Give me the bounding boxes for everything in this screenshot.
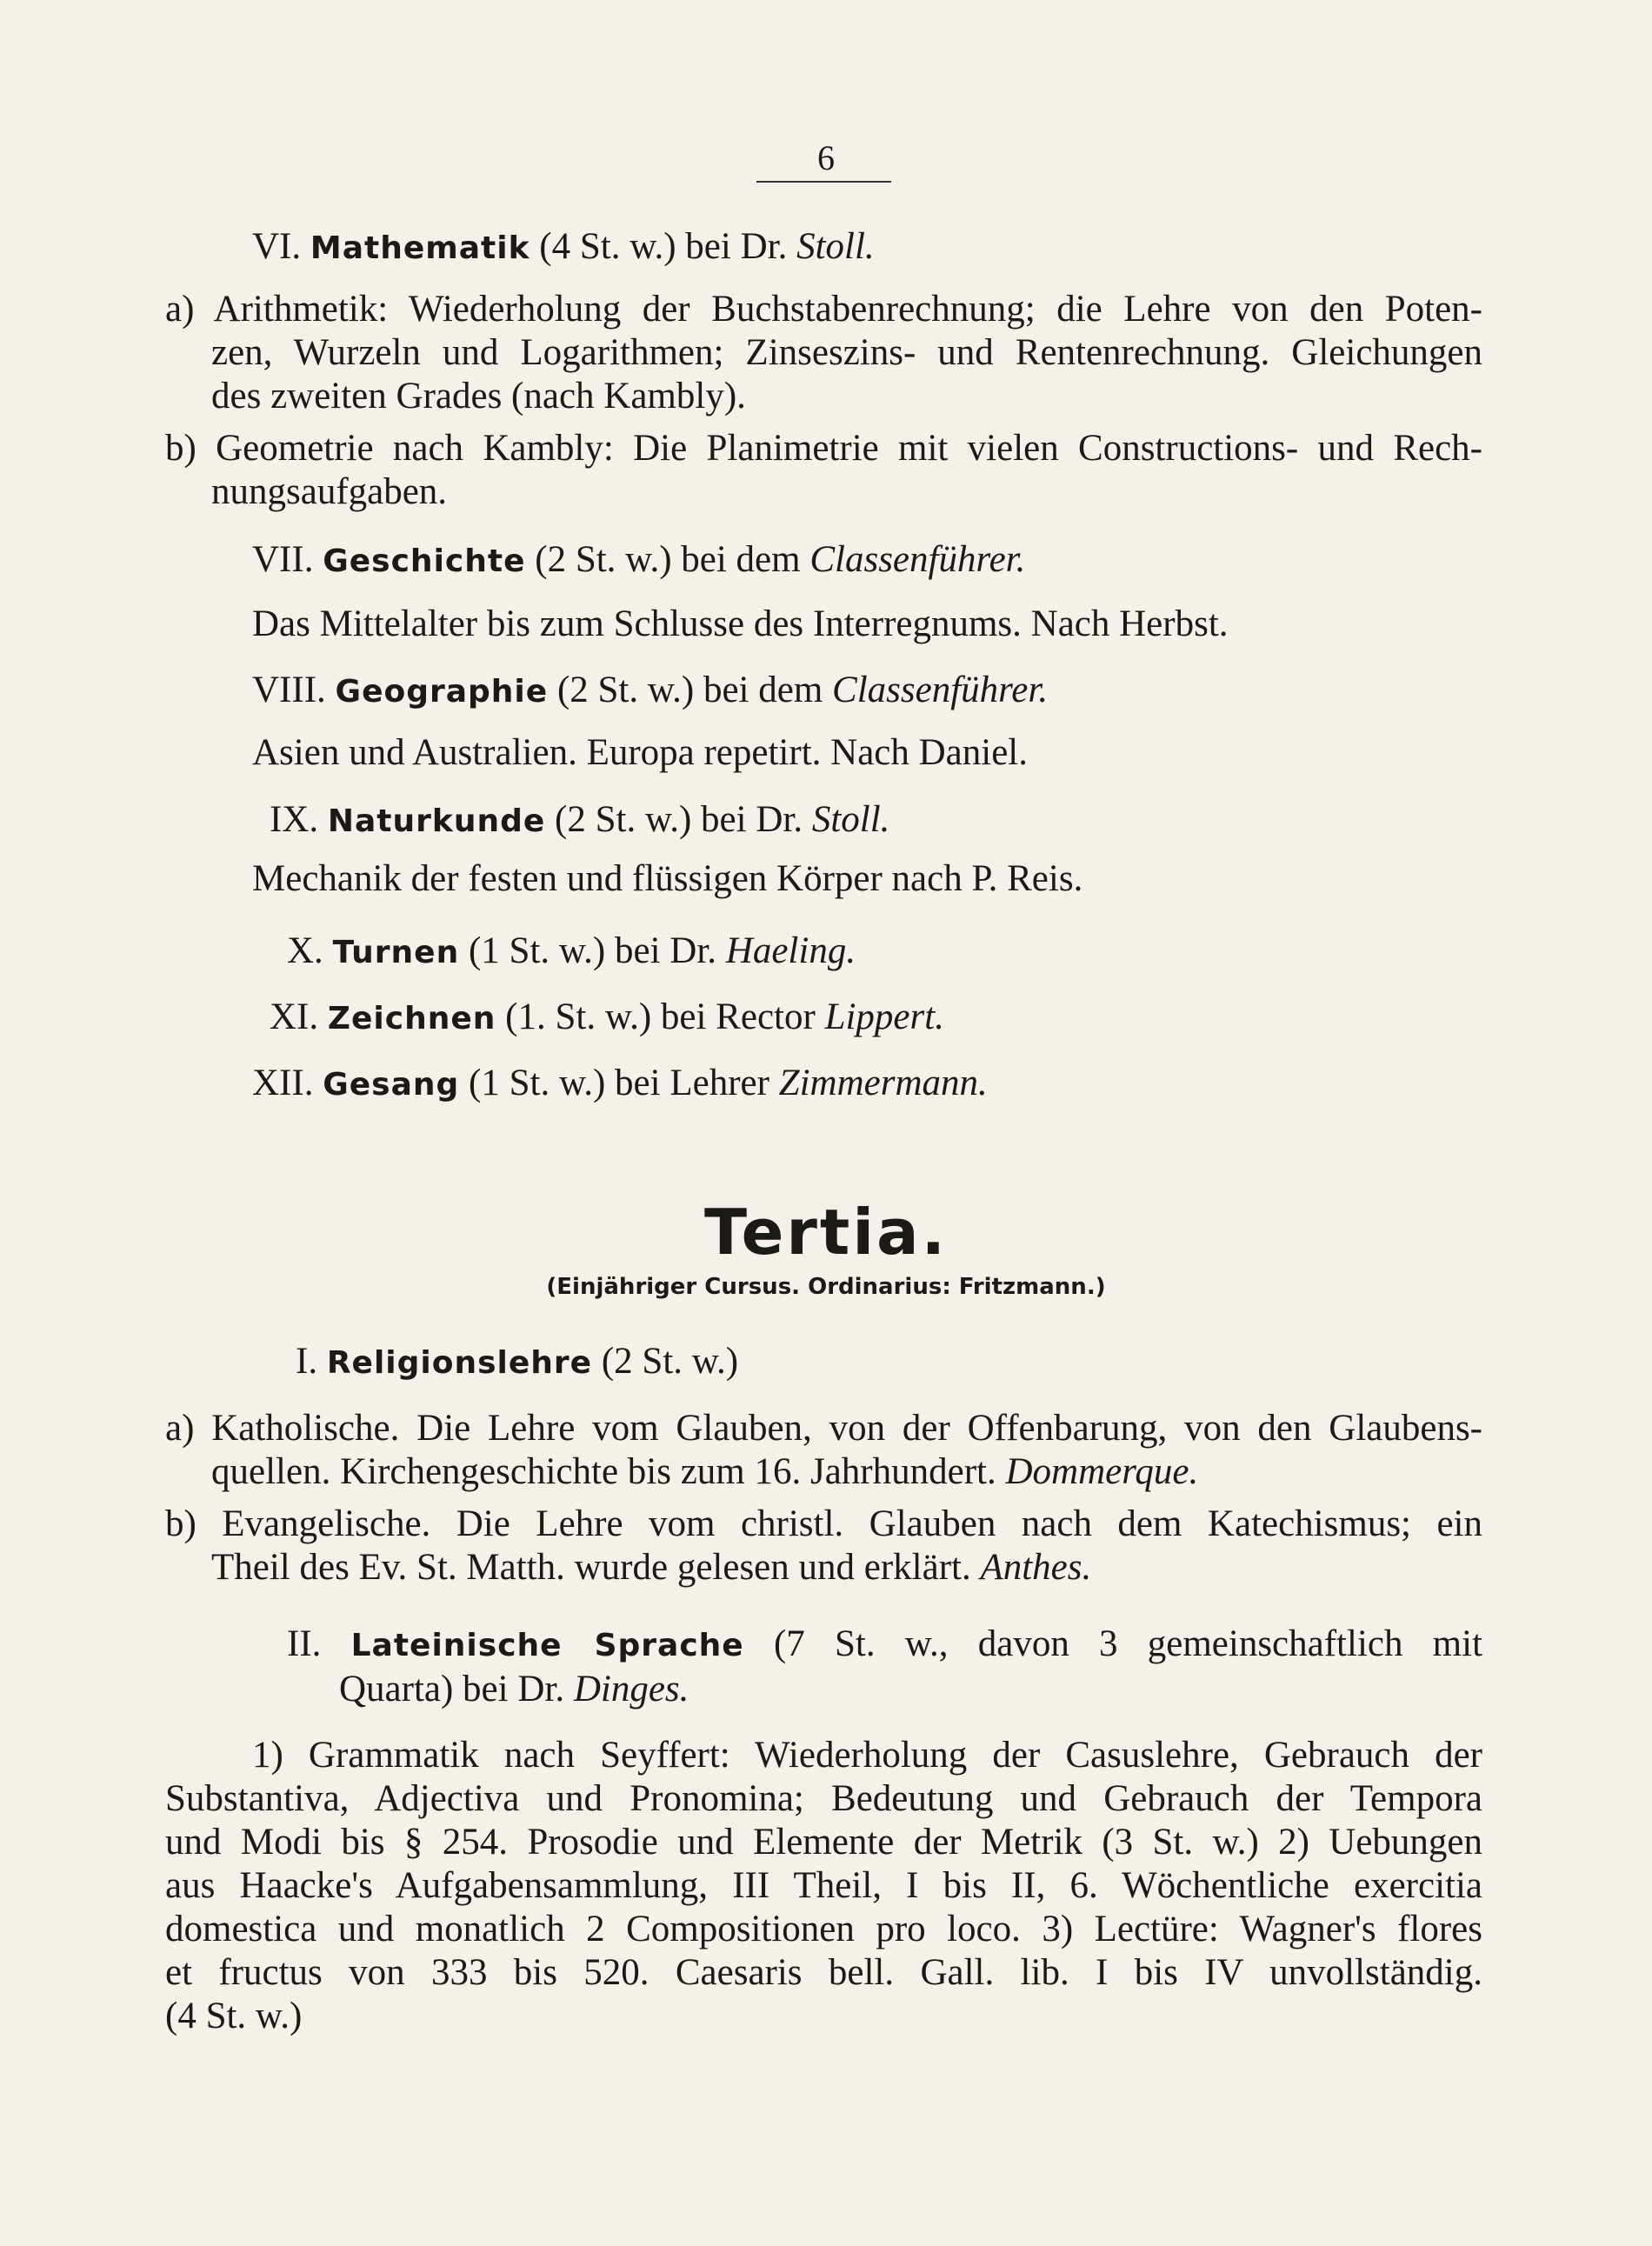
- section-number: X.: [287, 930, 323, 971]
- subject-name: Naturkunde: [327, 803, 546, 839]
- class-title: Tertia.: [704, 1196, 948, 1269]
- hours-info: (4 St. w.) bei Dr.: [539, 226, 788, 267]
- section-number: VII.: [252, 539, 314, 580]
- subject-name: Mathematik: [310, 230, 530, 266]
- teacher-name: Stoll.: [796, 226, 875, 267]
- teacher-name: Haeling.: [725, 930, 856, 971]
- page-number: 6: [817, 138, 835, 177]
- heading-turnen: [287, 929, 856, 976]
- paragraph-line: domestica und monatlich 2 Compositionen pro loco. 3) Lectüre: Wagner's flores: [165, 1909, 1482, 1949]
- heading-religionslehre: [296, 1339, 738, 1386]
- teacher-name: Classenführer.: [809, 539, 1026, 580]
- hours-info: (1. St. w.) bei Rector: [505, 996, 816, 1037]
- teacher-name: Classenführer.: [832, 670, 1049, 710]
- hours-info: (2 St. w.) bei Dr.: [555, 799, 803, 840]
- section-number: VI.: [252, 226, 302, 267]
- paragraph-line: Mechanik der festen und flüssigen Körper nach P. Reis.: [252, 858, 1083, 899]
- paragraph-line: et fructus von 333 bis 520. Caesaris bell. Gall. lib. I bis IV unvollständig.: [165, 1952, 1482, 1993]
- paragraph-line: Asien und Australien. Europa repetirt. Nach Daniel.: [252, 732, 1028, 773]
- section-number: IX.: [270, 799, 319, 840]
- heading-zeichnen: [270, 995, 944, 1042]
- paragraph-line: und Modi bis § 254. Prosodie und Elemente der Metrik (3 St. w.) 2) Uebungen: [165, 1822, 1482, 1863]
- paragraph-line: (4 St. w.): [165, 1996, 303, 2036]
- paragraph-line: aus Haacke's Aufgabensammlung, III Theil, I bis II, 6. Wöchentliche exercitia: [165, 1865, 1482, 1906]
- subject-name: Turnen: [332, 935, 460, 970]
- paragraph-line: zen, Wurzeln und Logarithmen; Zinseszins- und Rentenrechnung. Gleichungen: [211, 332, 1482, 373]
- hours-info: (1 St. w.) bei Dr.: [468, 930, 717, 971]
- teacher-name: Anthes.: [980, 1547, 1092, 1588]
- teacher-name: Zimmermann.: [778, 1063, 988, 1103]
- page-number-rule: [756, 181, 891, 183]
- paragraph-line: b) Evangelische. Die Lehre vom christl. Glauben nach dem Katechismus; ein: [165, 1503, 1482, 1544]
- hours-info: (7 St. w., davon 3 gemeinschaftlich mit: [773, 1623, 1483, 1664]
- hours-info: (2 St. w.): [601, 1341, 739, 1382]
- subject-name: Lateinische Sprache: [350, 1628, 744, 1663]
- subject-name: Religionslehre: [326, 1345, 593, 1381]
- paragraph-line: nungsaufgaben.: [211, 471, 448, 512]
- heading-lateinische-sprache: [287, 1622, 1482, 1669]
- subject-name: Geographie: [335, 674, 549, 710]
- paragraph-line: [339, 1667, 689, 1712]
- heading-naturkunde: [270, 797, 889, 844]
- heading-geographie: [252, 668, 1048, 715]
- class-subtitle: (Einjähriger Cursus. Ordinarius: Fritzmann.): [546, 1274, 1106, 1300]
- heading-gesang: [252, 1061, 988, 1108]
- line-text: Quarta) bei Dr.: [339, 1669, 565, 1709]
- subject-name: Gesang: [323, 1067, 460, 1103]
- paragraph-line: a) Arithmetik: Wiederholung der Buchstabenrechnung; die Lehre von den Poten-: [165, 289, 1482, 330]
- teacher-name: Dinges.: [573, 1669, 689, 1709]
- line-text: Theil des Ev. St. Matth. wurde gelesen und erklärt.: [211, 1547, 971, 1588]
- line-text: quellen. Kirchengeschichte bis zum 16. Jahrhundert.: [211, 1451, 996, 1492]
- hours-info: (2 St. w.) bei dem: [535, 539, 801, 580]
- paragraph-line: [211, 1545, 1091, 1590]
- paragraph-line: b) Geometrie nach Kambly: Die Planimetrie mit vielen Constructions- und Rech-: [165, 428, 1482, 469]
- paragraph-line: a) Katholische. Die Lehre vom Glauben, von der Offenbarung, von den Glaubens-: [165, 1408, 1482, 1449]
- section-number: XI.: [270, 996, 319, 1037]
- paragraph-line: [211, 1450, 1198, 1495]
- paragraph-line: 1) Grammatik nach Seyffert: Wiederholung der Casuslehre, Gebrauch der: [252, 1735, 1482, 1776]
- teacher-name: Stoll.: [811, 799, 890, 840]
- hours-info: (2 St. w.) bei dem: [556, 670, 823, 710]
- teacher-name: Dommerque.: [1005, 1451, 1199, 1492]
- paragraph-line: Substantiva, Adjectiva und Pronomina; Bedeutung und Gebrauch der Tempora: [165, 1778, 1482, 1819]
- hours-info: (1 St. w.) bei Lehrer: [469, 1063, 769, 1103]
- heading-geschichte: [252, 537, 1025, 584]
- subject-name: Zeichnen: [327, 1001, 496, 1036]
- heading-mathematik: [252, 224, 875, 271]
- section-number: II.: [287, 1623, 322, 1664]
- paragraph-line: Das Mittelalter bis zum Schlusse des Interregnums. Nach Herbst.: [252, 603, 1229, 644]
- section-number: I.: [296, 1341, 318, 1382]
- subject-name: Geschichte: [323, 543, 526, 579]
- teacher-name: Lippert.: [824, 996, 944, 1037]
- paragraph-line: des zweiten Grades (nach Kambly).: [211, 376, 746, 417]
- section-number: XII.: [252, 1063, 314, 1103]
- section-number: VIII.: [252, 670, 326, 710]
